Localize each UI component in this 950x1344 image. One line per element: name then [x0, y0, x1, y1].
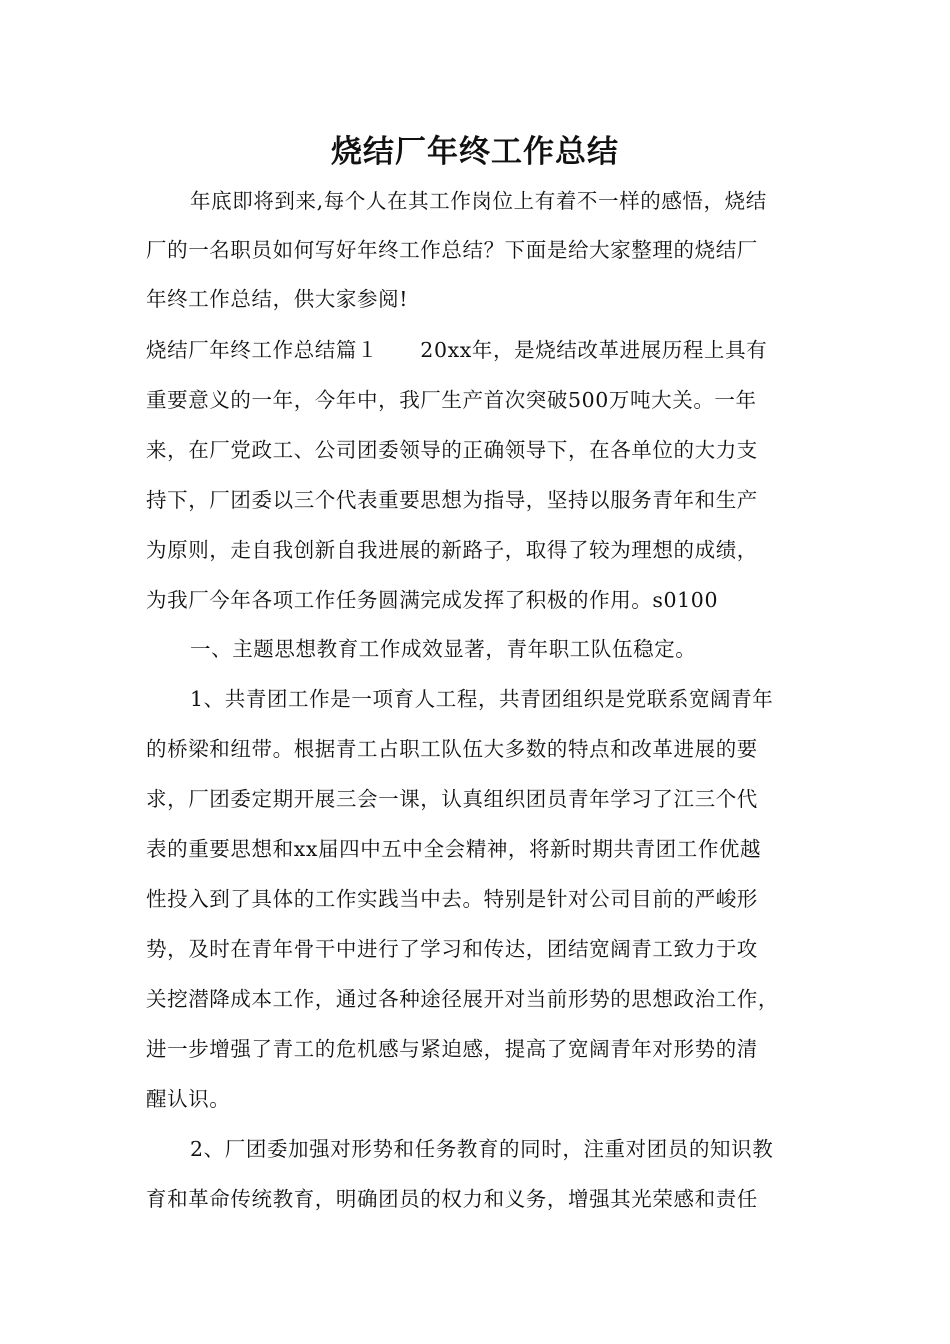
paragraph-line: 表的重要思想和xx届四中五中全会精神，将新时期共青团工作优越: [146, 837, 762, 861]
paragraph-line: 年底即将到来,每个人在其工作岗位上有着不一样的感悟，烧结: [190, 189, 767, 213]
paragraph-line: 持下，厂团委以三个代表重要思想为指导，坚持以服务青年和生产: [146, 488, 758, 512]
paragraph-line: 2、厂团委加强对形势和任务教育的同时，注重对团员的知识教: [190, 1137, 774, 1161]
paragraph-line: 1、共青团工作是一项育人工程，共青团组织是党联系宽阔青年: [190, 687, 774, 711]
paragraph-line: 进一步增强了青工的危机感与紧迫感，提高了宽阔青年对形势的清: [146, 1037, 758, 1061]
paragraph-line: 性投入到了具体的工作实践当中去。特别是针对公司目前的严峻形: [146, 887, 758, 911]
paragraph-line: 醒认识。: [146, 1087, 231, 1111]
paragraph-line: 烧结厂年终工作总结篇１ 20xx年，是烧结改革进展历程上具有: [146, 338, 768, 362]
section-heading: 一、主题思想教育工作成效显著，青年职工队伍稳定。: [190, 637, 697, 661]
paragraph-line: 为我厂今年各项工作任务圆满完成发挥了积极的作用。s0100: [146, 588, 719, 612]
paragraph-line: 厂的一名职员如何写好年终工作总结？下面是给大家整理的烧结厂: [146, 238, 758, 262]
paragraph-line: 势，及时在青年骨干中进行了学习和传达，团结宽阔青工致力于攻: [146, 937, 758, 961]
paragraph-line: 年终工作总结，供大家参阅!: [146, 287, 409, 311]
paragraph-line: 为原则，走自我创新自我进展的新路子，取得了较为理想的成绩，: [146, 538, 758, 562]
paragraph-line: 的桥梁和纽带。根据青工占职工队伍大多数的特点和改革进展的要: [146, 737, 758, 761]
paragraph-line: 重要意义的一年，今年中，我厂生产首次突破500万吨大关。一年: [146, 388, 757, 412]
paragraph-line: 关挖潜降成本工作，通过各种途径展开对当前形势的思想政治工作，: [146, 987, 779, 1011]
paragraph-line: 求，厂团委定期开展三会一课，认真组织团员青年学习了江三个代: [146, 787, 758, 811]
paragraph-line: 育和革命传统教育，明确团员的权力和义务，增强其光荣感和责任: [146, 1187, 758, 1211]
paragraph-line: 来，在厂党政工、公司团委领导的正确领导下，在各单位的大力支: [146, 438, 758, 462]
document-title: 烧结厂年终工作总结: [331, 134, 619, 170]
